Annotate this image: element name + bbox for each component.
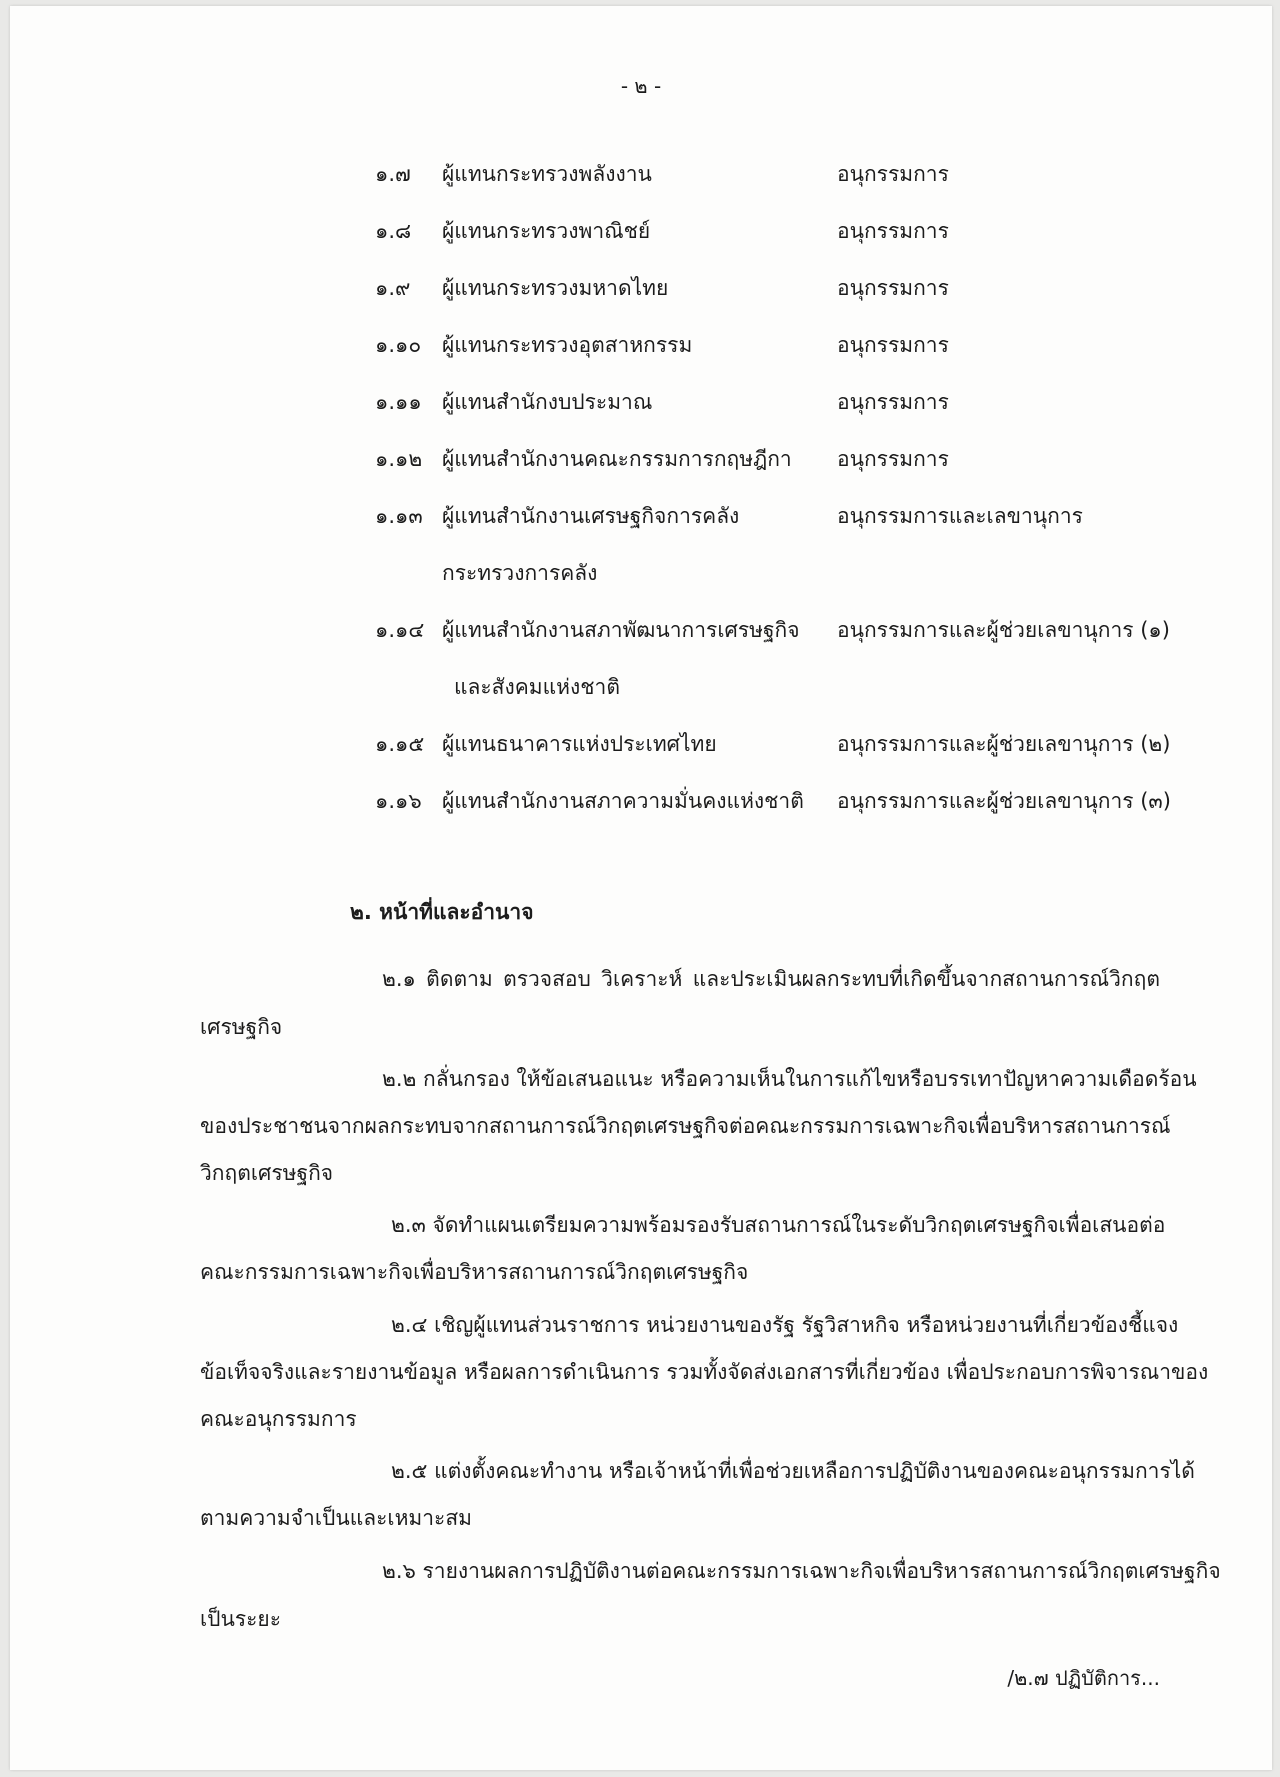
member-name: ผู้แทนกระทรวงพาณิชย์ <box>442 219 651 243</box>
member-role: อนุกรรมการ <box>837 219 949 243</box>
section-title: ๒. หน้าที่และอำนาจ <box>350 900 534 924</box>
member-name: ผู้แทนสำนักงานสภาความมั่นคงแห่งชาติ <box>442 789 804 813</box>
document-page <box>10 6 1272 1770</box>
member-number: ๑.๑๕ <box>375 732 425 756</box>
continuation-note: /๒.๗ ปฏิบัติการ... <box>1007 1666 1160 1690</box>
member-role: อนุกรรมการและเลขานุการ <box>837 504 1083 528</box>
member-role: อนุกรรมการ <box>837 333 949 357</box>
member-name-continued: กระทรวงการคลัง <box>442 561 598 585</box>
paragraph-line: คณะอนุกรรมการ <box>200 1407 357 1431</box>
paragraph-line: ๒.๑ ติดตาม ตรวจสอบ วิเคราะห์ และประเมินผลกระทบที่เกิดขึ้นจากสถานการณ์วิกฤต <box>382 967 1160 991</box>
paragraph-line: เศรษฐกิจ <box>200 1015 283 1039</box>
member-number: ๑.๘ <box>375 219 412 243</box>
member-name-continued: และสังคมแห่งชาติ <box>454 675 620 699</box>
paragraph-line: ๒.๒ กลั่นกรอง ให้ข้อเสนอแนะ หรือความเห็นในการแก้ไขหรือบรรเทาปัญหาความเดือดร้อน <box>382 1067 1197 1091</box>
member-name: ผู้แทนธนาคารแห่งประเทศไทย <box>442 732 717 756</box>
paragraph-line: ข้อเท็จจริงและรายงานข้อมูล หรือผลการดำเนินการ รวมทั้งจัดส่งเอกสารที่เกี่ยวข้อง เพื่อประกอบการพิจารณาของ <box>200 1360 1209 1384</box>
member-role: อนุกรรมการและผู้ช่วยเลขานุการ (๒) <box>837 732 1171 756</box>
paragraph-line: ๒.๖ รายงานผลการปฏิบัติงานต่อคณะกรรมการเฉพาะกิจเพื่อบริหารสถานการณ์วิกฤตเศรษฐกิจ <box>382 1559 1221 1583</box>
member-name: ผู้แทนสำนักงานเศรษฐกิจการคลัง <box>442 504 740 528</box>
member-number: ๑.๑๐ <box>375 333 422 357</box>
member-role: อนุกรรมการ <box>837 447 949 471</box>
paragraph-line: เป็นระยะ <box>200 1607 282 1631</box>
member-number: ๑.๑๑ <box>375 390 422 414</box>
member-number: ๑.๑๔ <box>375 618 425 642</box>
member-name: ผู้แทนกระทรวงพลังงาน <box>442 162 652 186</box>
paragraph-line: ตามความจำเป็นและเหมาะสม <box>200 1506 472 1530</box>
member-number: ๑.๑๖ <box>375 789 422 813</box>
member-number: ๑.๑๓ <box>375 504 423 528</box>
member-role: อนุกรรมการและผู้ช่วยเลขานุการ (๑) <box>837 618 1170 642</box>
paragraph-line: ของประชาชนจากผลกระทบจากสถานการณ์วิกฤตเศรษฐกิจต่อคณะกรรมการเฉพาะกิจเพื่อบริหารสถานการณ์ <box>200 1114 1171 1138</box>
member-name: ผู้แทนกระทรวงอุตสาหกรรม <box>442 333 693 357</box>
member-number: ๑.๑๒ <box>375 447 423 471</box>
member-number: ๑.๗ <box>375 162 411 186</box>
member-name: ผู้แทนสำนักงานคณะกรรมการกฤษฎีกา <box>442 447 792 471</box>
paragraph-line: วิกฤตเศรษฐกิจ <box>200 1161 334 1185</box>
page-number: - ๒ - <box>620 74 662 98</box>
member-name: ผู้แทนสำนักงานสภาพัฒนาการเศรษฐกิจ <box>442 618 800 642</box>
member-number: ๑.๙ <box>375 276 411 300</box>
paragraph-line: ๒.๔ เชิญผู้แทนส่วนราชการ หน่วยงานของรัฐ รัฐวิสาหกิจ หรือหน่วยงานที่เกี่ยวข้องชี้แจง <box>391 1313 1179 1337</box>
member-name: ผู้แทนสำนักงบประมาณ <box>442 390 653 414</box>
member-role: อนุกรรมการ <box>837 390 949 414</box>
member-name: ผู้แทนกระทรวงมหาดไทย <box>442 276 669 300</box>
paragraph-line: คณะกรรมการเฉพาะกิจเพื่อบริหารสถานการณ์วิกฤตเศรษฐกิจ <box>200 1260 749 1284</box>
paragraph-line: ๒.๕ แต่งตั้งคณะทำงาน หรือเจ้าหน้าที่เพื่อช่วยเหลือการปฏิบัติงานของคณะอนุกรรมการได้ <box>391 1459 1195 1483</box>
paragraph-line: ๒.๓ จัดทำแผนเตรียมความพร้อมรองรับสถานการณ์ในระดับวิกฤตเศรษฐกิจเพื่อเสนอต่อ <box>391 1213 1166 1237</box>
member-role: อนุกรรมการ <box>837 276 949 300</box>
member-role: อนุกรรมการ <box>837 162 949 186</box>
member-role: อนุกรรมการและผู้ช่วยเลขานุการ (๓) <box>837 789 1171 813</box>
